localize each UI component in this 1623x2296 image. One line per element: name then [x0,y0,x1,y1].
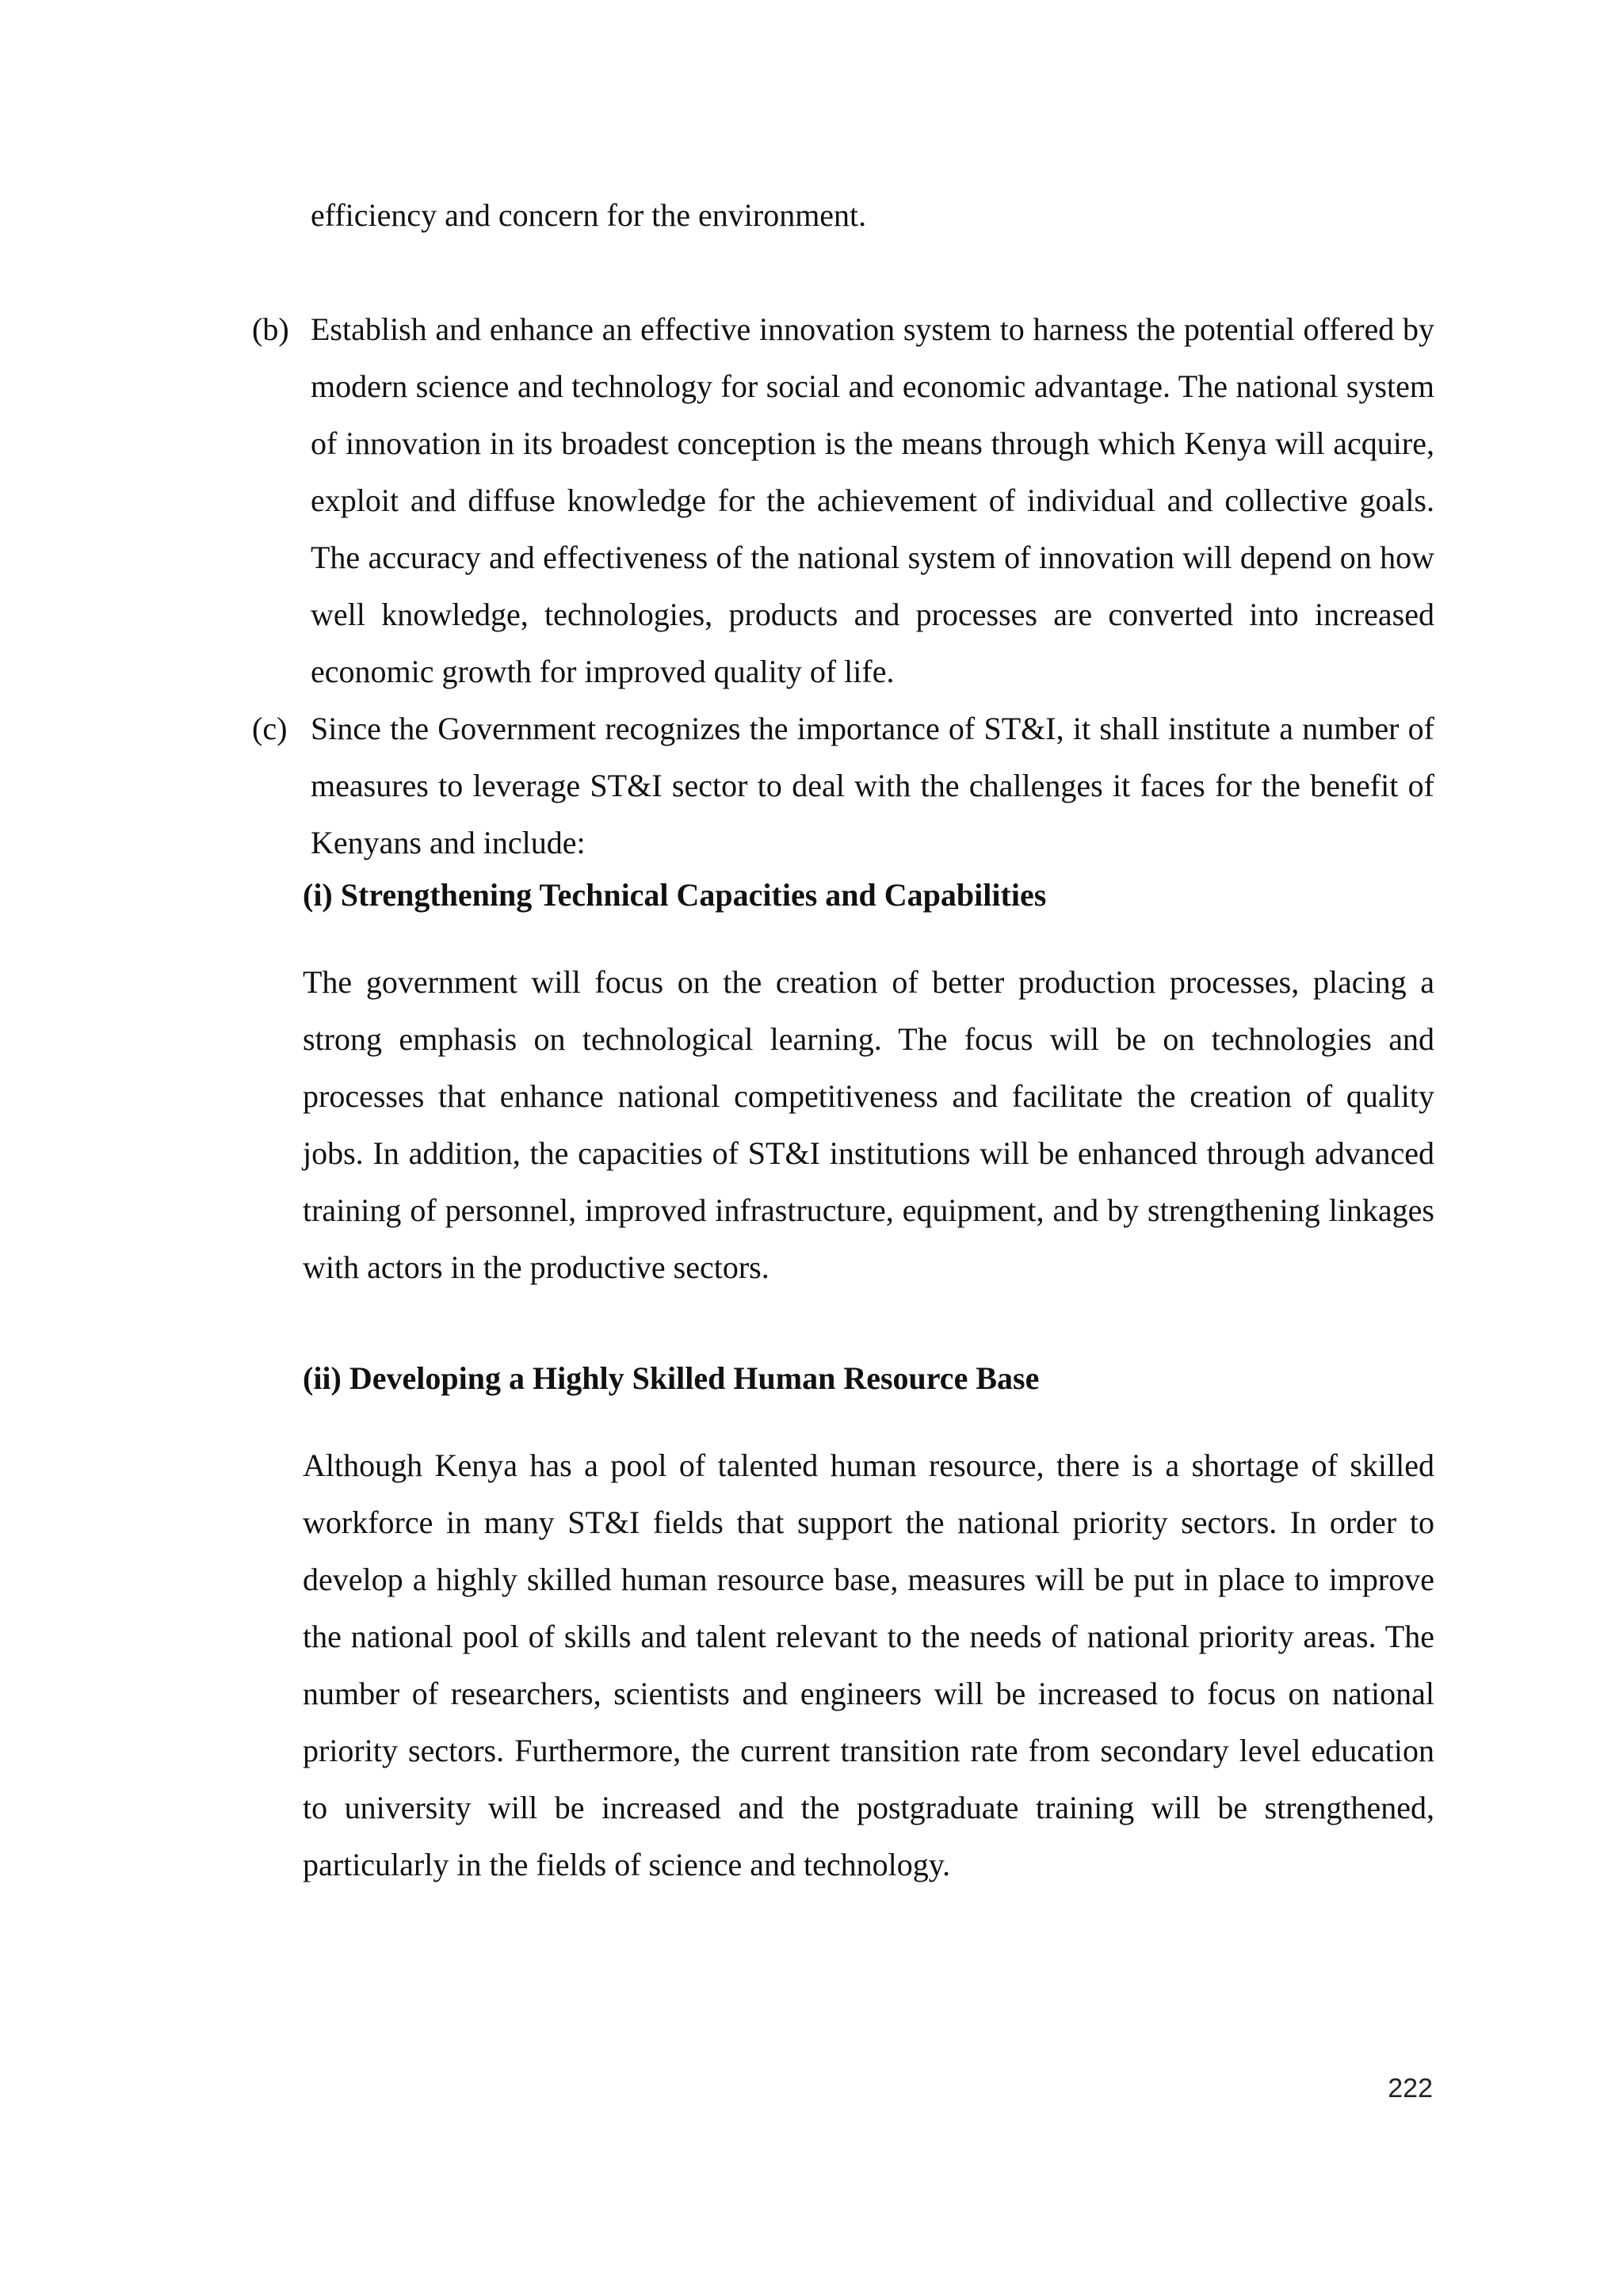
section-body-i: The government will focus on the creation of better production processes, placing a strong emphasis on technological learning. The focus will be on technologies and processes that enhance national competitiveness and facilitate the creation of quality jobs. In addition, the capacities of ST&I institutions will be enhanced through advanced training of personnel, improved infrastructure, equipment, and by strengthening linkages with actors in the productive sectors. [303,964,1434,1285]
list-item-b [252,301,1434,700]
list-text-c: Since the Government recognizes the importance of ST&I, it shall institute a number of measures to leverage ST&I sector to deal with the challenges it faces for the benefit of Kenyans and include: [311,711,1434,860]
section-heading-ii: (ii) Developing a Highly Skilled Human Resource Base [303,1360,1040,1396]
section-body-ii: Although Kenya has a pool of talented human resource, there is a shortage of skilled workforce in many ST&I fields that support the national priority sectors. In order to develop a highly skilled human resource base, measures will be put in place to improve the national pool of skills and talent relevant to the needs of national priority areas. The number of researchers, scientists and engineers will be increased to focus on national priority sectors. Furthermore, the current transition rate from secondary level education to university will be increased and the postgraduate training will be strengthened, particularly in the fields of science and technology. [303,1447,1434,1882]
continuation-paragraph: efficiency and concern for the environment. [311,197,867,233]
list-text-b: Establish and enhance an effective innovation system to harness the potential offered by modern science and technology for social and economic advantage. The national system of innovation in its broadest conception is the means through which Kenya will acquire, exploit and diffuse knowledge for the achievement of individual and collective goals. The accuracy and effectiveness of the national system of innovation will depend on how well knowledge, technologies, products and processes are converted into increased economic growth for improved quality of life. [311,311,1434,689]
list-label-c: (c) [252,711,288,746]
list-item-c [252,700,1434,871]
section-heading-i: (i) Strengthening Technical Capacities and Capabilities [303,877,1047,913]
list-label-b: (b) [252,311,289,347]
page-number: 222 [1388,2073,1433,2103]
